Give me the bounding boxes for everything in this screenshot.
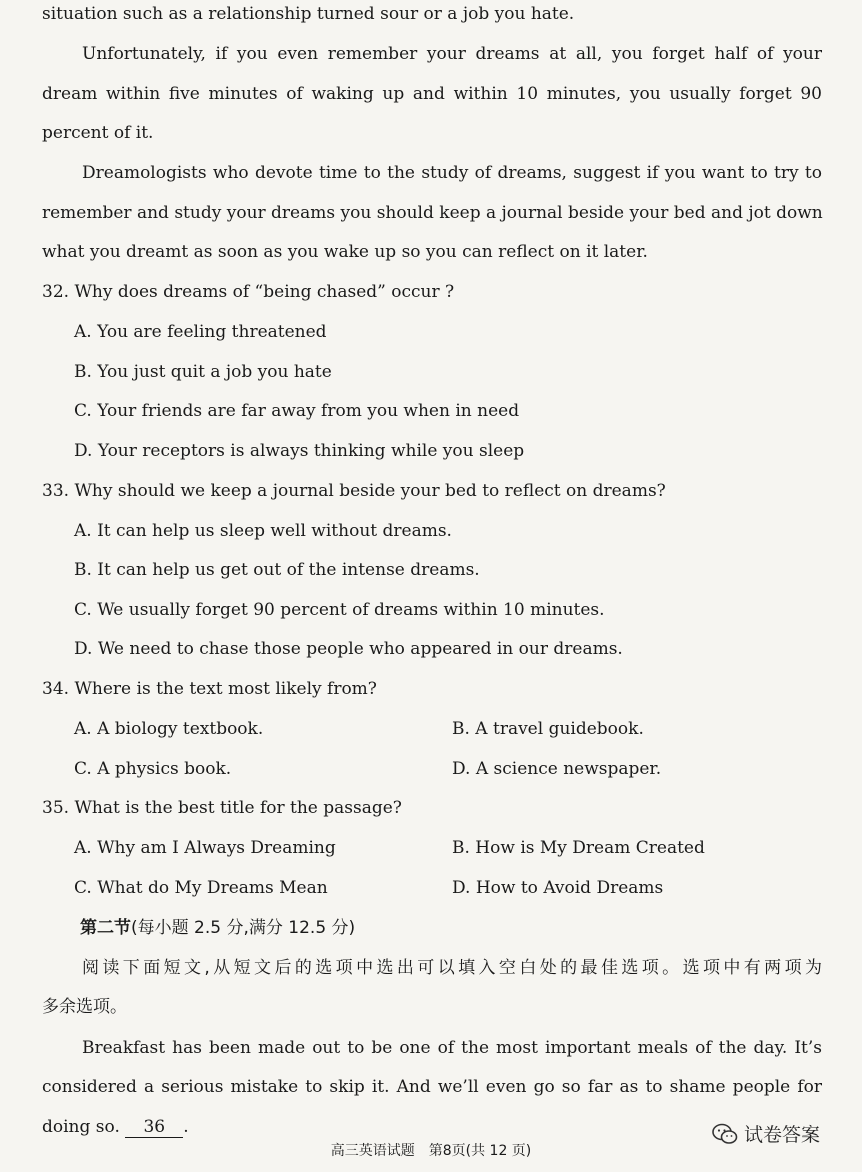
passage-line: Dreamologists who devote time to the study of dreams, suggest if you want to try to xyxy=(82,163,822,183)
question-stem-34: 34. Where is the text most likely from? xyxy=(42,679,377,699)
option-32-d: D. Your receptors is always thinking while you sleep xyxy=(74,441,525,461)
cloze-text-suffix: . xyxy=(183,1117,189,1137)
option-34-c: C. A physics book. xyxy=(74,759,232,779)
page-footer: 高三英语试题 第8页(共 12 页) xyxy=(330,1143,532,1159)
question-stem-32: 32. Why does dreams of “being chased” occur ? xyxy=(42,282,455,302)
question-stem-33: 33. Why should we keep a journal beside your bed to reflect on dreams? xyxy=(42,481,666,501)
cloze-blank-36: 36 xyxy=(125,1117,183,1138)
section2-instruction: 多余选项。 xyxy=(42,997,127,1017)
passage-line: remember and study your dreams you should keep a journal beside your bed and jot down xyxy=(42,203,823,223)
option-33-c: C. We usually forget 90 percent of dreams within 10 minutes. xyxy=(74,600,605,620)
watermark-text: 试卷答案 xyxy=(744,1124,821,1146)
cloze-text-line: considered a serious mistake to skip it. And we’ll even go so far as to shame people for xyxy=(42,1077,822,1097)
question-stem-35: 35. What is the best title for the passage? xyxy=(42,798,402,818)
option-35-a: A. Why am I Always Dreaming xyxy=(74,838,336,858)
option-34-d: D. A science newspaper. xyxy=(452,759,662,779)
option-35-c: C. What do My Dreams Mean xyxy=(74,878,328,898)
option-34-a: A. A biology textbook. xyxy=(74,719,264,739)
option-33-d: D. We need to chase those people who appeared in our dreams. xyxy=(74,639,623,659)
option-34-b: B. A travel guidebook. xyxy=(452,719,644,739)
passage-line: situation such as a relationship turned sour or a job you hate. xyxy=(42,4,575,24)
option-32-c: C. Your friends are far away from you when in need xyxy=(74,401,520,421)
wechat-icon xyxy=(712,1123,738,1145)
cloze-text-line xyxy=(42,1115,822,1139)
watermark xyxy=(712,1120,820,1147)
section2-header xyxy=(80,916,860,940)
section2-heading: 第二节 xyxy=(80,918,131,938)
cloze-text-prefix: doing so. xyxy=(42,1117,120,1137)
option-33-a: A. It can help us sleep well without dreams. xyxy=(74,521,452,541)
option-32-a: A. You are feeling threatened xyxy=(74,322,327,342)
cloze-text-line: Breakfast has been made out to be one of the most important meals of the day. It’s xyxy=(82,1038,822,1058)
option-32-b: B. You just quit a job you hate xyxy=(74,362,332,382)
passage-line: dream within five minutes of waking up and within 10 minutes, you usually forget 90 xyxy=(42,84,822,104)
section2-scoring: (每小题 2.5 分,满分 12.5 分) xyxy=(131,918,356,938)
passage-line: Unfortunately, if you even remember your dreams at all, you forget half of your xyxy=(82,44,822,64)
option-35-d: D. How to Avoid Dreams xyxy=(452,878,664,898)
option-33-b: B. It can help us get out of the intense dreams. xyxy=(74,560,480,580)
option-35-b: B. How is My Dream Created xyxy=(452,838,705,858)
section2-instruction: 阅读下面短文,从短文后的选项中选出可以填入空白处的最佳选项。选项中有两项为 xyxy=(82,958,822,978)
passage-line: what you dreamt as soon as you wake up so you can reflect on it later. xyxy=(42,242,648,262)
passage-line: percent of it. xyxy=(42,123,154,143)
